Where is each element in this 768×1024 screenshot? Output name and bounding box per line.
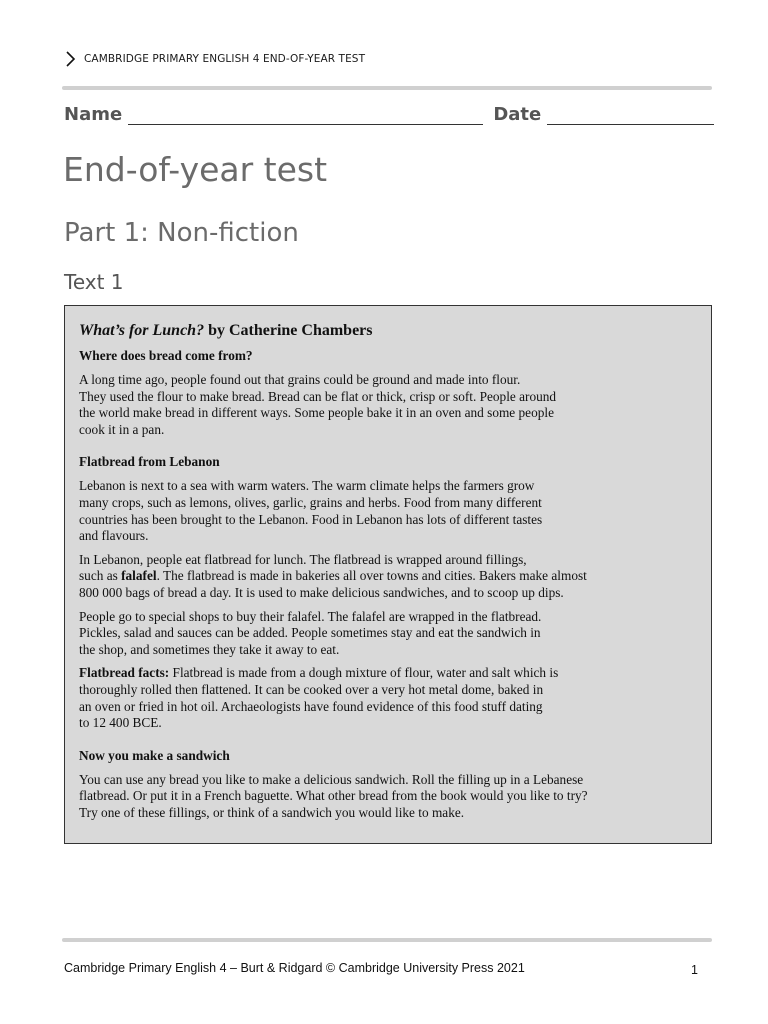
section-heading: Now you make a sandwich	[79, 747, 230, 763]
paragraph: You can use any bread you like to make a delicious sandwich. Roll the filling up in a Lebanese flatbread. Or put it in a French baguette. What other bread from the book would you like to try? Try one of these fillings, or think of a sandwich you would like to make.	[79, 771, 588, 820]
date-field[interactable]	[547, 104, 714, 125]
reading-passage-box	[64, 305, 712, 844]
paragraph	[79, 665, 699, 731]
name-date-row	[64, 104, 714, 125]
name-field[interactable]	[128, 104, 483, 125]
paragraph-text: In Lebanon, people eat flatbread for lunch. The flatbread is wrapped around fillings, such as	[79, 551, 527, 584]
paragraph: Lebanon is next to a sea with warm waters. The warm climate helps the farmers grow many crops, such as lemons, olives, garlic, grains and herbs. Food from many different countries has been brought to the Lebanon. Food in Lebanon has lots of different tastes and flavours.	[79, 478, 543, 544]
section-heading: Where does bread come from?	[79, 348, 253, 363]
running-title: CAMBRIDGE PRIMARY ENGLISH 4 END-OF-YEAR TEST	[84, 53, 366, 65]
name-label: Name	[64, 104, 123, 125]
paragraph	[79, 552, 699, 602]
paragraph-text: . The flatbread is made in bakeries all over towns and cities. Bakers make almost 800 000 bags of bread a day. It is used to make delicious sandwiches, and to scoop up dips.	[79, 568, 587, 600]
part-heading: Part 1: Non-fiction	[64, 218, 299, 248]
paragraph: A long time ago, people found out that grains could be ground and made into flour. They used the flour to make bread. Bread can be flat or thick, crisp or soft. People around the world make bread in different ways. Some people bake it in an oven and some people cook it in a pan.	[79, 372, 557, 437]
date-label: Date	[493, 104, 542, 125]
footer-divider	[62, 938, 712, 942]
chevron-right-icon	[64, 50, 78, 68]
key-term: falafel	[121, 568, 157, 584]
header-divider	[62, 86, 712, 90]
facts-lead: Flatbread facts:	[79, 665, 170, 681]
paragraph-text: Flatbread is made from a dough mixture of flour, water and salt which is thoroughly rolled then flattened. It can be cooked over a very hot metal dome, baked in an oven or fried in hot oil. Archaeologists have found evidence of this food stuff dating to 12 400 BCE.	[79, 665, 559, 731]
passage-title	[79, 321, 699, 341]
footer-credit: Cambridge Primary English 4 – Burt & Ridgard © Cambridge University Press 2021	[64, 961, 525, 975]
section-heading: Flatbread from Lebanon	[79, 454, 220, 470]
page-title: End-of-year test	[63, 150, 328, 189]
paragraph: People go to special shops to buy their falafel. The falafel are wrapped in the flatbread. Pickles, salad and sauces can be added. People sometimes stay and eat the sandwich in the shop, and sometimes they take it away to eat.	[79, 608, 542, 657]
book-title: What’s for Lunch?	[79, 322, 205, 339]
book-author: by Catherine Chambers	[204, 322, 373, 339]
page-number: 1	[691, 963, 698, 977]
text-label: Text 1	[64, 270, 124, 294]
running-header	[64, 50, 365, 68]
